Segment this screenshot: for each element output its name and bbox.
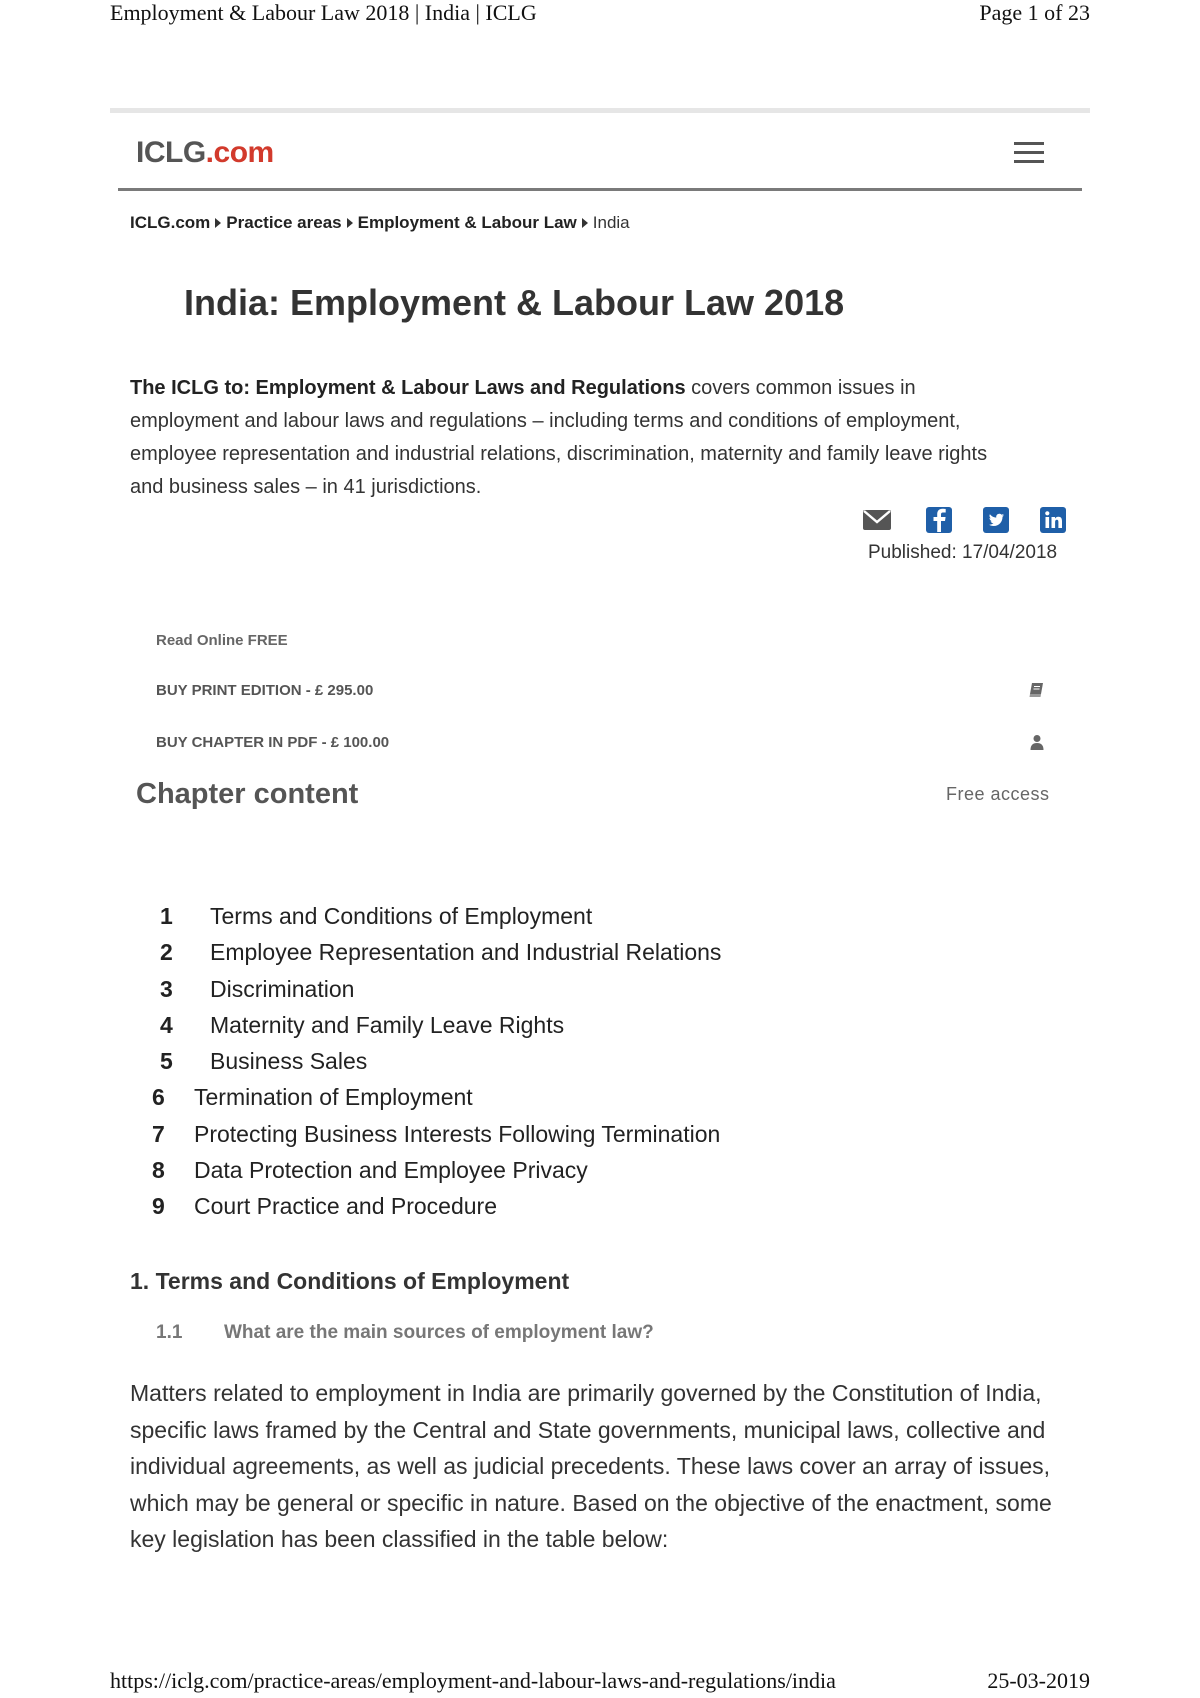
hamburger-icon[interactable]	[1014, 142, 1044, 164]
print-header-page: Page 1 of 23	[979, 0, 1090, 25]
question-number: 1.1	[156, 1322, 183, 1343]
chapter-content-heading: Chapter content	[136, 778, 359, 810]
breadcrumb	[130, 213, 630, 233]
section-heading: 1. Terms and Conditions of Employment	[130, 1268, 570, 1294]
toc-item[interactable]: 9 Court Practice and Procedure	[152, 1193, 497, 1220]
top-divider	[110, 108, 1090, 113]
breadcrumb-arrow-icon	[582, 218, 588, 228]
print-footer	[110, 1668, 1090, 1694]
print-header-title: Employment & Labour Law 2018 | India | ICLG	[110, 0, 537, 25]
toc-item[interactable]: 1 Terms and Conditions of Employment	[160, 903, 593, 929]
breadcrumb-current: India	[592, 213, 630, 232]
breadcrumb-home[interactable]: ICLG.com	[130, 213, 211, 232]
intro-paragraph	[130, 372, 1010, 504]
free-access-label: Free access	[946, 784, 1050, 804]
user-icon	[1028, 733, 1046, 751]
toc-item[interactable]: 2 Employee Representation and Industrial Relations	[160, 939, 722, 966]
read-online-link[interactable]: Read Online FREE	[156, 632, 288, 649]
buy-chapter-pdf-link[interactable]: BUY CHAPTER IN PDF - £ 100.00	[156, 734, 1046, 751]
toc-item[interactable]: 3 Discrimination	[160, 975, 355, 1002]
site-logo[interactable]: ICLG.com	[136, 136, 274, 169]
breadcrumb-arrow-icon	[215, 218, 221, 228]
breadcrumb-practice-areas[interactable]: Practice areas	[226, 213, 342, 232]
buy-print-edition-link[interactable]: BUY PRINT EDITION - £ 295.00	[156, 682, 1046, 699]
toc-item[interactable]: 5 Business Sales	[160, 1048, 368, 1075]
breadcrumb-employment-law[interactable]: Employment & Labour Law	[357, 213, 577, 232]
toc-item[interactable]: 8 Data Protection and Employee Privacy	[152, 1157, 588, 1184]
intro-lead: The ICLG to: Employment & Labour Laws and Regulations	[130, 377, 686, 399]
answer-paragraph: Matters related to employment in India are primarily governed by the Constitution of India, specific laws framed by the Central and State governments, municipal laws, collective and individual agreements, as well as judicial precedents. These laws cover an array of issues, which may be general or specific in nature. Based on the objective of the enactment, some key legislation has been classified in the table below:	[130, 1380, 1052, 1552]
linkedin-icon[interactable]	[1038, 505, 1068, 535]
intro-rest: covers common issues in employment and labour laws and regulations – including terms and conditions of employment, employee representation and industrial relations, discrimination, maternity and family leave rights and business sales – in 41 jurisdictions.	[130, 377, 988, 498]
email-icon[interactable]	[862, 505, 892, 535]
toc-item[interactable]: 4 Maternity and Family Leave Rights	[160, 1011, 565, 1038]
site-header	[118, 130, 1082, 191]
toc-item[interactable]: 6 Termination of Employment	[152, 1084, 473, 1111]
book-icon	[1028, 681, 1046, 699]
facebook-icon[interactable]	[924, 505, 954, 535]
breadcrumb-arrow-icon	[347, 218, 353, 228]
published-date: Published: 17/04/2018	[868, 542, 1058, 563]
toc-item[interactable]: 7 Protecting Business Interests Following Termination	[152, 1120, 721, 1147]
print-footer-url: https://iclg.com/practice-areas/employment-and-labour-laws-and-regulations/india	[110, 1668, 836, 1693]
print-header	[110, 0, 1090, 26]
page-title: India: Employment & Labour Law 2018	[184, 282, 845, 323]
print-footer-date: 25-03-2019	[987, 1668, 1090, 1693]
question-text: What are the main sources of employment law?	[224, 1322, 654, 1343]
twitter-icon[interactable]	[981, 505, 1011, 535]
table-of-contents	[150, 898, 721, 1225]
